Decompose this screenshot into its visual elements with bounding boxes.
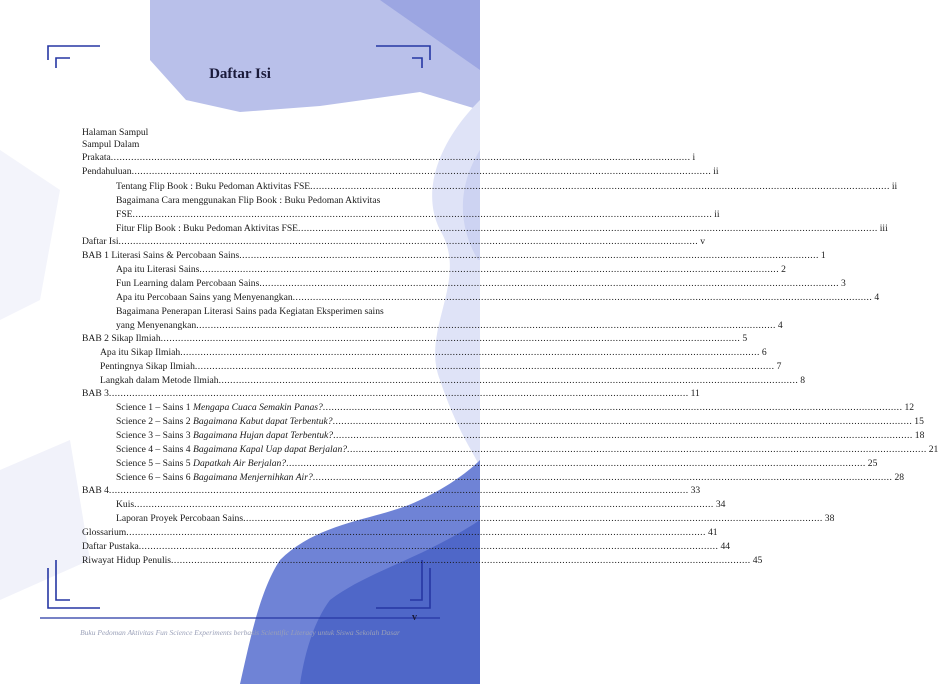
- toc-entry-page: 12: [904, 402, 915, 413]
- toc-entry-page: [410, 194, 412, 207]
- toc-entry[interactable]: [116, 291, 880, 304]
- toc-entry-label: Daftar Pustaka: [82, 541, 139, 552]
- toc-leader-dots: ........................................................................................................................................................................................................: [138, 541, 719, 552]
- toc-entry-label: Science 6 – Sains 6 Bagaimana Menjernihkan Air?: [116, 472, 313, 483]
- toc-leader-dots: ........................................................................................................................................................................................................: [333, 430, 913, 441]
- toc-entry[interactable]: [82, 484, 701, 497]
- toc-leader-dots: ........................................................................................................................................................................................................: [292, 292, 873, 303]
- toc-entry-page: 15: [914, 416, 924, 427]
- toc-leader-dots: [384, 305, 410, 318]
- toc-entry-page: 2: [781, 264, 786, 275]
- page-title: Daftar Isi: [209, 66, 271, 82]
- toc-leader-dots: ........................................................................................................................................................................................................: [108, 388, 689, 399]
- toc-entry-page: 11: [690, 388, 700, 399]
- toc-entry[interactable]: [116, 305, 412, 318]
- toc-leader-dots: ........................................................................................................................................................................................................: [108, 485, 689, 496]
- toc-leader-dots: ........................................................................................................................................................................................................: [194, 361, 775, 372]
- toc-entry-label: Glossarium: [82, 527, 127, 538]
- toc-leader-dots: ........................................................................................................................................................................................................: [196, 320, 776, 331]
- toc-entry[interactable]: [116, 415, 924, 428]
- toc-entry[interactable]: [100, 346, 767, 359]
- toc-entry-page: 44: [720, 541, 731, 552]
- toc-leader-dots: ........................................................................................................................................................................................................: [160, 333, 741, 344]
- toc-entry-label: Pentingnya Sikap Ilmiah: [100, 361, 195, 372]
- toc-entry-page: [410, 305, 412, 318]
- toc-entry[interactable]: [82, 138, 412, 151]
- toc-entry-label: Tentang Flip Book : Buku Pedoman Aktivitas FSE: [116, 181, 311, 192]
- toc-entry[interactable]: [82, 165, 719, 178]
- toc-entry-page: 8: [800, 375, 806, 386]
- toc-entry-label: yang Menyenangkan: [116, 320, 197, 331]
- toc-leader-dots: [139, 138, 410, 151]
- toc-leader-dots: ........................................................................................................................................................................................................: [347, 444, 927, 455]
- toc-entry-subtitle: Dapatkah Air Berjalan?: [193, 458, 287, 469]
- toc-leader-dots: ........................................................................................................................................................................................................: [298, 223, 878, 234]
- toc-entry[interactable]: [116, 222, 888, 235]
- toc-leader-dots: ........................................................................................................................................................................................................: [322, 402, 903, 413]
- toc-entry-page: v: [700, 236, 705, 247]
- toc-entry[interactable]: [116, 319, 783, 332]
- toc-entry[interactable]: [100, 360, 782, 373]
- toc-leader-dots: ........................................................................................................................................................................................................: [132, 209, 713, 220]
- toc-entry-subtitle: Mengapa Cuaca Semakin Panas?: [193, 402, 323, 413]
- toc-entry-label: BAB 2 Sikap Ilmiah: [82, 333, 161, 344]
- toc-entry[interactable]: [100, 374, 806, 387]
- toc-entry[interactable]: [116, 471, 905, 484]
- page-number: v: [412, 612, 417, 623]
- toc-entry[interactable]: [116, 277, 846, 290]
- toc-leader-dots: ........................................................................................................................................................................................................: [180, 347, 760, 358]
- toc-entry[interactable]: [116, 443, 938, 456]
- toc-entry-label: Apa itu Sikap Ilmiah: [100, 347, 181, 358]
- toc-leader-dots: ........................................................................................................................................................................................................: [131, 166, 712, 177]
- toc-entry[interactable]: [116, 457, 878, 470]
- toc-entry-page: 28: [894, 472, 905, 483]
- toc-entry[interactable]: [116, 401, 915, 414]
- toc-entry-label: Apa itu Literasi Sains: [116, 264, 200, 275]
- toc-entry-page: 38: [824, 513, 835, 524]
- toc-entry-page: 21: [928, 444, 938, 455]
- toc-leader-dots: ........................................................................................................................................................................................................: [171, 555, 751, 566]
- toc-entry-page: 4: [874, 292, 880, 303]
- toc-leader-dots: ........................................................................................................................................................................................................: [118, 236, 699, 247]
- toc-entry[interactable]: [116, 429, 925, 442]
- toc-leader-dots: ........................................................................................................................................................................................................: [312, 472, 893, 483]
- toc-entry[interactable]: [116, 263, 786, 276]
- toc-entry-page: 34: [715, 499, 726, 510]
- toc-entry-page: 6: [761, 347, 767, 358]
- toc-entry-label: Prakata: [82, 152, 111, 163]
- toc-entry-page: 25: [867, 458, 878, 469]
- toc-entry-page: 1: [820, 250, 826, 261]
- toc-entry-label: Bagaimana Penerapan Literasi Sains pada Kegiatan Eksperimen sains: [116, 306, 384, 317]
- toc-entry-label: Science 4 – Sains 4 Bagaimana Kapal Uap dapat Berjalan?: [116, 444, 348, 455]
- toc-entry-label: FSE: [116, 209, 133, 220]
- toc-entry-label: Langkah dalam Metode Ilmiah: [100, 375, 219, 386]
- toc-entry[interactable]: [116, 512, 835, 525]
- toc-entry-page: [410, 138, 412, 151]
- toc-entry[interactable]: [116, 180, 898, 193]
- toc-entry-label: Bagaimana Cara menggunakan Flip Book : Buku Pedoman Aktivitas: [116, 195, 381, 206]
- toc-entry-page: 45: [752, 555, 763, 566]
- toc-entry-page: 7: [776, 361, 782, 372]
- toc-entry-page: 4: [777, 320, 783, 331]
- toc-leader-dots: ........................................................................................................................................................................................................: [243, 513, 823, 524]
- toc-entry[interactable]: [116, 194, 412, 207]
- toc-entry[interactable]: [82, 526, 718, 539]
- toc-entry-label: Science 3 – Sains 3 Bagaimana Hujan dapat Terbentuk?: [116, 430, 334, 441]
- toc-entry-label: Laporan Proyek Percobaan Sains: [116, 513, 244, 524]
- toc-leader-dots: ........................................................................................................................................................................................................: [239, 250, 819, 261]
- toc-entry-label: Sampul Dalam: [82, 139, 140, 150]
- toc-leader-dots: [380, 194, 410, 207]
- toc-entry[interactable]: [116, 208, 720, 221]
- toc-entry-label: Science 5 – Sains 5 Dapatkah Air Berjalan?: [116, 458, 287, 469]
- toc-entry-page: ii: [713, 166, 719, 177]
- toc-entry-page: 33: [690, 485, 701, 496]
- toc-entry[interactable]: [82, 387, 700, 400]
- toc-entry-label: Fitur Flip Book : Buku Pedoman Aktivitas FSE: [116, 223, 299, 234]
- toc-entry-label: Science 1 – Sains 1 Mengapa Cuaca Semakin Panas?: [116, 402, 323, 413]
- toc-entry-label: Riwayat Hidup Penulis: [82, 555, 172, 566]
- toc-entry-page: i: [692, 152, 696, 163]
- toc-entry-label: Science 2 – Sains 2 Bagaimana Kabut dapat Terbentuk?: [116, 416, 333, 427]
- toc-entry-page: 5: [742, 333, 748, 344]
- toc-leader-dots: ........................................................................................................................................................................................................: [310, 181, 890, 192]
- toc-entry[interactable]: [116, 498, 726, 511]
- toc-entry[interactable]: [82, 151, 696, 164]
- toc-entry[interactable]: [82, 554, 763, 567]
- toc-entry-label: BAB 3: [82, 388, 109, 399]
- toc-entry-label: Kuis: [116, 499, 135, 510]
- toc-leader-dots: ........................................................................................................................................................................................................: [126, 527, 706, 538]
- toc-entry-subtitle: Bagaimana Kabut dapat Terbentuk?: [193, 416, 333, 427]
- toc-entry-page: 18: [914, 430, 925, 441]
- toc-entry-page: 41: [707, 527, 718, 538]
- toc-entry-page: ii: [891, 181, 898, 192]
- toc-entry[interactable]: [82, 235, 705, 248]
- toc-entry[interactable]: [82, 540, 731, 553]
- toc-entry-label: BAB 4: [82, 485, 109, 496]
- toc-entry[interactable]: [82, 332, 748, 345]
- toc-entry-subtitle: Bagaimana Hujan dapat Terbentuk?: [193, 430, 334, 441]
- toc-entry-page: iii: [879, 223, 888, 234]
- toc-entry-page: ii: [714, 209, 720, 220]
- toc-entry-label: Apa itu Percobaan Sains yang Menyenangkan: [116, 292, 293, 303]
- toc-leader-dots: ........................................................................................................................................................................................................: [218, 375, 799, 386]
- toc-entry-subtitle: Bagaimana Menjernihkan Air?: [193, 472, 313, 483]
- toc-entry-label: Pendahuluan: [82, 166, 132, 177]
- toc-entry[interactable]: [82, 249, 826, 262]
- toc-leader-dots: ........................................................................................................................................................................................................: [134, 499, 714, 510]
- toc-entry-label: BAB 1 Literasi Sains & Percobaan Sains: [82, 250, 240, 261]
- toc-leader-dots: ........................................................................................................................................................................................................: [259, 278, 840, 289]
- toc-entry-label: Daftar Isi: [82, 236, 119, 247]
- toc-leader-dots: ........................................................................................................................................................................................................: [199, 264, 780, 275]
- footer-text: Buku Pedoman Aktivitas Fun Science Experiments berbasis Scientific Literacy untuk Siswa Sekolah Dasar: [80, 628, 400, 637]
- toc-entry-page: 3: [841, 278, 846, 289]
- toc-leader-dots: ........................................................................................................................................................................................................: [110, 152, 691, 163]
- toc-leader-dots: ........................................................................................................................................................................................................: [286, 458, 866, 469]
- toc-entry-label: Halaman Sampul: [82, 127, 149, 138]
- toc-leader-dots: ........................................................................................................................................................................................................: [332, 416, 913, 427]
- toc-entry-label: Fun Learning dalam Percobaan Sains: [116, 278, 260, 289]
- toc-entry-subtitle: Bagaimana Kapal Uap dapat Berjalan?: [193, 444, 348, 455]
